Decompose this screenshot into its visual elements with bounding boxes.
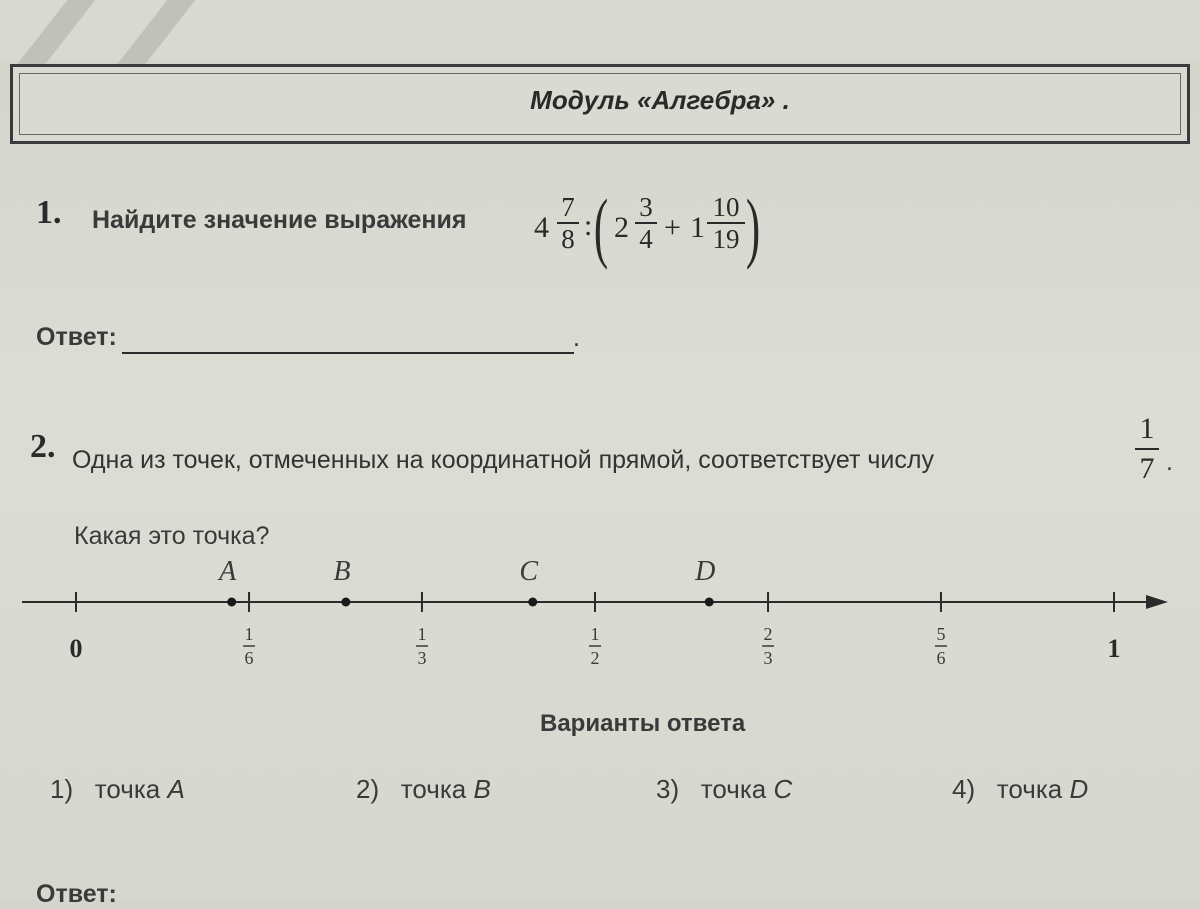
options-title: Варианты ответа — [540, 710, 746, 737]
option-1[interactable] — [50, 774, 185, 805]
expr-colon: : — [584, 209, 593, 242]
tick-label-numerator: 1 — [590, 624, 600, 644]
task1-number: 1. — [36, 194, 62, 231]
background-stripe — [13, 0, 96, 70]
point-d — [705, 598, 714, 607]
option-letter: B — [473, 774, 491, 804]
background-stripe — [113, 0, 196, 70]
task1-answer-line[interactable] — [122, 352, 574, 354]
task2-period: . — [1166, 448, 1173, 476]
expr-fraction-2 — [634, 192, 658, 254]
expr-numerator-3: 10 — [712, 192, 740, 222]
tick-label-denominator: 3 — [417, 648, 427, 668]
tick-label-numerator: 5 — [936, 624, 946, 644]
point-label-a: A — [219, 556, 237, 587]
tick-label-denominator: 6 — [936, 648, 946, 668]
tick-label-numerator: 1 — [244, 624, 254, 644]
option-letter: D — [1069, 774, 1089, 804]
number-line — [0, 556, 1200, 680]
point-c — [528, 598, 537, 607]
option-number: 2) — [356, 774, 380, 804]
expr-whole-2: 2 — [614, 211, 629, 244]
number-line-points — [217, 556, 715, 607]
task2-fraction-numerator: 1 — [1139, 412, 1155, 445]
task2-answer-label: Ответ: — [36, 880, 117, 908]
expr-denominator-2: 4 — [639, 224, 653, 254]
expr-denominator-3: 19 — [712, 224, 740, 254]
tick-label-denominator: 6 — [244, 648, 254, 668]
point-label-d: D — [695, 556, 716, 587]
task2-number: 2. — [30, 428, 56, 465]
module-title: Модуль «Алгебра» . — [530, 85, 790, 115]
task2-fraction-denominator: 7 — [1139, 452, 1155, 485]
option-number: 1) — [50, 774, 74, 804]
option-3[interactable] — [656, 774, 792, 805]
answer-dot: . — [574, 330, 580, 350]
number-line-arrow — [1146, 595, 1168, 609]
point-label-b: B — [333, 556, 351, 587]
task1-answer-label: Ответ: — [36, 323, 117, 351]
number-line-ticks — [70, 592, 1121, 668]
option-letter: A — [167, 774, 185, 804]
point-b — [341, 598, 350, 607]
option-text: точка — [996, 774, 1063, 804]
option-text: точка — [400, 774, 467, 804]
tick-label: 1 — [1107, 634, 1121, 663]
tick-label: 0 — [69, 634, 83, 663]
point-a — [227, 598, 236, 607]
option-text: точка — [94, 774, 161, 804]
tick-label-numerator: 2 — [763, 624, 773, 644]
tick-label-numerator: 1 — [417, 624, 427, 644]
expr-denominator-1: 8 — [561, 224, 575, 254]
point-label-c: C — [519, 556, 539, 587]
task2-question: Какая это точка? — [74, 522, 270, 550]
option-2[interactable] — [356, 774, 491, 805]
option-letter: C — [773, 774, 793, 804]
page-top-strip — [0, 0, 1200, 60]
expr-whole-1: 4 — [534, 211, 549, 244]
option-4[interactable] — [952, 774, 1088, 805]
option-number: 3) — [656, 774, 680, 804]
tick-label-denominator: 3 — [763, 648, 773, 668]
right-parenthesis: ) — [745, 183, 761, 270]
module-header — [10, 64, 1190, 144]
tick-label-denominator: 2 — [590, 648, 600, 668]
task1-text: Найдите значение выражения — [92, 206, 467, 234]
expr-whole-3: 1 — [690, 211, 705, 244]
expr-numerator-1: 7 — [561, 192, 575, 222]
expr-plus: + — [664, 211, 681, 244]
expr-numerator-2: 3 — [639, 192, 653, 222]
expr-fraction-1 — [556, 192, 580, 254]
task2-fraction — [1134, 410, 1160, 488]
option-number: 4) — [952, 774, 976, 804]
left-parenthesis: ( — [593, 183, 609, 270]
option-text: точка — [700, 774, 767, 804]
task2-text: Одна из точек, отмеченных на координатной прямой, соответствует числу — [72, 446, 934, 474]
expr-fraction-3 — [706, 192, 746, 254]
